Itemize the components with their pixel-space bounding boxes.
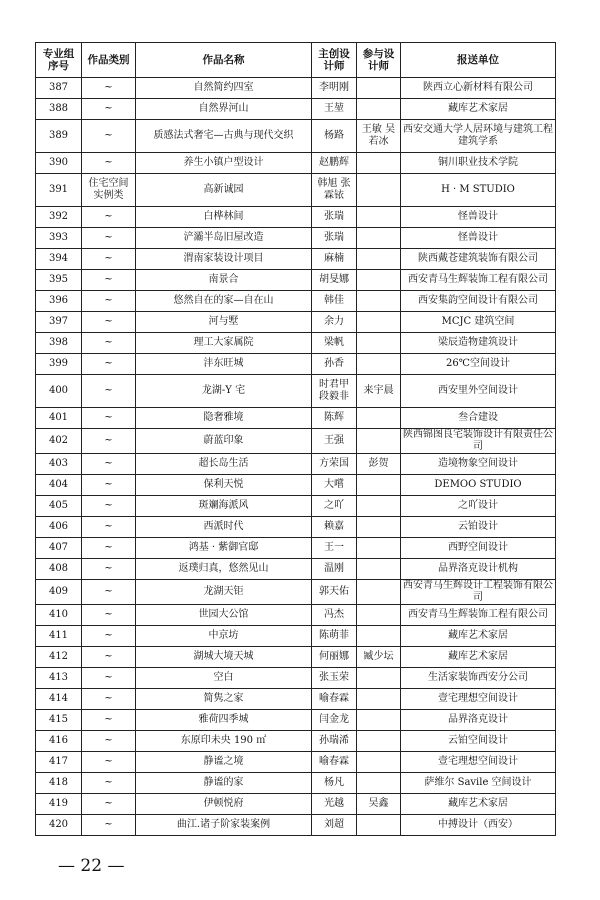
row-category: ~ (82, 207, 136, 228)
row-number: 395 (36, 270, 82, 291)
row-category: ~ (82, 794, 136, 815)
row-number: 390 (36, 153, 82, 174)
row-number: 413 (36, 668, 82, 689)
table-row (36, 689, 556, 710)
row-co-designer (357, 580, 401, 605)
table-row (36, 475, 556, 496)
row-number: 391 (36, 174, 82, 207)
table-row (36, 815, 556, 836)
table-row (36, 354, 556, 375)
row-work-title: 自然简约四室 (136, 78, 312, 99)
row-work-title: 湖城大境天城 (136, 647, 312, 668)
row-lead-designer: 张瑞 (312, 228, 357, 249)
row-number: 401 (36, 408, 82, 429)
row-category: ~ (82, 78, 136, 99)
row-lead-designer: 韩旭 张霖铱 (312, 174, 357, 207)
row-work-title: 静谧之境 (136, 752, 312, 773)
row-work-title: 白桦林间 (136, 207, 312, 228)
row-co-designer (357, 270, 401, 291)
row-co-designer (357, 78, 401, 99)
table-row (36, 517, 556, 538)
table-row (36, 291, 556, 312)
row-submitting-unit: MCJC 建筑空间 (401, 312, 556, 333)
row-category: ~ (82, 270, 136, 291)
row-work-title: 蔚蓝印象 (136, 429, 312, 454)
row-number: 417 (36, 752, 82, 773)
row-submitting-unit: 铜川职业技术学院 (401, 153, 556, 174)
row-number: 407 (36, 538, 82, 559)
row-co-designer (357, 538, 401, 559)
row-co-designer (357, 228, 401, 249)
row-co-designer (357, 174, 401, 207)
row-category: ~ (82, 333, 136, 354)
row-lead-designer: 张瑞 (312, 207, 357, 228)
row-work-title: 南景合 (136, 270, 312, 291)
row-category: ~ (82, 375, 136, 408)
row-lead-designer: 胡旻娜 (312, 270, 357, 291)
row-lead-designer: 王强 (312, 429, 357, 454)
row-number: 416 (36, 731, 82, 752)
row-number: 412 (36, 647, 82, 668)
table-row (36, 99, 556, 120)
row-submitting-unit: 陕西戴苍建筑装饰有限公司 (401, 249, 556, 270)
row-work-title: 斑斓海派风 (136, 496, 312, 517)
table-row (36, 174, 556, 207)
row-work-title: 保利天悦 (136, 475, 312, 496)
row-number: 388 (36, 99, 82, 120)
row-co-designer (357, 291, 401, 312)
row-category: ~ (82, 538, 136, 559)
table-row (36, 120, 556, 153)
row-co-designer (357, 99, 401, 120)
row-work-title: 龙湖天钜 (136, 580, 312, 605)
row-submitting-unit: 品界洛克设计 (401, 710, 556, 731)
row-submitting-unit: 品界洛克设计机构 (401, 559, 556, 580)
row-submitting-unit: 西安集韵空间设计有限公司 (401, 291, 556, 312)
row-work-title: 中京坊 (136, 626, 312, 647)
row-lead-designer: 喻春霖 (312, 752, 357, 773)
row-co-designer (357, 731, 401, 752)
row-number: 410 (36, 605, 82, 626)
row-lead-designer: 时君甲 段毅非 (312, 375, 357, 408)
row-lead-designer: 孙香 (312, 354, 357, 375)
table-row (36, 626, 556, 647)
row-work-title: 东原印未央 190 ㎡ (136, 731, 312, 752)
row-number: 403 (36, 454, 82, 475)
row-number: 406 (36, 517, 82, 538)
row-lead-designer: 何丽娜 (312, 647, 357, 668)
row-work-title: 沣东旺城 (136, 354, 312, 375)
row-lead-designer: 陈辉 (312, 408, 357, 429)
row-co-designer (357, 333, 401, 354)
row-co-designer (357, 207, 401, 228)
table-row (36, 270, 556, 291)
row-category: ~ (82, 559, 136, 580)
row-co-designer (357, 475, 401, 496)
row-co-designer (357, 559, 401, 580)
row-number: 397 (36, 312, 82, 333)
row-lead-designer: 赵鹏辉 (312, 153, 357, 174)
row-lead-designer: 余力 (312, 312, 357, 333)
row-category: ~ (82, 408, 136, 429)
row-co-designer (357, 496, 401, 517)
row-lead-designer: 冯杰 (312, 605, 357, 626)
row-lead-designer: 李明刚 (312, 78, 357, 99)
row-category: ~ (82, 249, 136, 270)
row-submitting-unit: 西安青马生辉装饰工程有限公司 (401, 270, 556, 291)
row-co-designer (357, 153, 401, 174)
row-work-title: 鸿基 · 紫御官邸 (136, 538, 312, 559)
row-co-designer: 来宇晨 (357, 375, 401, 408)
row-co-designer (357, 354, 401, 375)
table-row (36, 228, 556, 249)
row-co-designer (357, 605, 401, 626)
row-co-designer (357, 408, 401, 429)
row-number: 402 (36, 429, 82, 454)
row-work-title: 静谧的家 (136, 773, 312, 794)
row-work-title: 空白 (136, 668, 312, 689)
row-lead-designer: 陈萌菲 (312, 626, 357, 647)
table-row (36, 78, 556, 99)
row-co-designer (357, 815, 401, 836)
row-lead-designer: 方荣国 (312, 454, 357, 475)
row-number: 398 (36, 333, 82, 354)
row-co-designer (357, 429, 401, 454)
table-row (36, 249, 556, 270)
row-work-title: 质感法式奢宅—古典与现代交织 (136, 120, 312, 153)
row-lead-designer: 赖嘉 (312, 517, 357, 538)
row-lead-designer: 杨路 (312, 120, 357, 153)
row-category: ~ (82, 815, 136, 836)
row-category: ~ (82, 354, 136, 375)
row-lead-designer: 张玉荣 (312, 668, 357, 689)
row-number: 409 (36, 580, 82, 605)
table-row (36, 647, 556, 668)
row-lead-designer: 麻楠 (312, 249, 357, 270)
row-submitting-unit: 云铂设计 (401, 517, 556, 538)
header-submitting-unit: 报送单位 (401, 43, 556, 78)
table-row (36, 408, 556, 429)
row-work-title: 龙湖-Y 宅 (136, 375, 312, 408)
row-lead-designer: 刘超 (312, 815, 357, 836)
header-row (36, 43, 556, 78)
row-work-title: 高新诚园 (136, 174, 312, 207)
row-submitting-unit: 26℃空间设计 (401, 354, 556, 375)
row-submitting-unit: 西安青马生辉设计工程装饰有限公司 (401, 580, 556, 605)
row-co-designer (357, 668, 401, 689)
row-number: 419 (36, 794, 82, 815)
row-category: ~ (82, 580, 136, 605)
row-category: ~ (82, 291, 136, 312)
table-row (36, 153, 556, 174)
row-submitting-unit: 藏库艺术家居 (401, 647, 556, 668)
row-lead-designer: 王一 (312, 538, 357, 559)
row-lead-designer: 喻春霖 (312, 689, 357, 710)
row-category: 住宅空间实例类 (82, 174, 136, 207)
row-submitting-unit: 中搏设计（西安） (401, 815, 556, 836)
row-category: ~ (82, 454, 136, 475)
row-submitting-unit: 西安青马生辉装饰工程有限公司 (401, 605, 556, 626)
row-submitting-unit: 之吖设计 (401, 496, 556, 517)
table-row (36, 773, 556, 794)
table-row (36, 207, 556, 228)
row-work-title: 超长岛生活 (136, 454, 312, 475)
row-lead-designer: 光越 (312, 794, 357, 815)
row-category: ~ (82, 153, 136, 174)
table-row (36, 538, 556, 559)
table-row (36, 794, 556, 815)
header-group-number: 专业组序号 (36, 43, 82, 78)
row-number: 393 (36, 228, 82, 249)
row-submitting-unit: 造境物象空间设计 (401, 454, 556, 475)
table-row (36, 710, 556, 731)
row-co-designer: 臧少坛 (357, 647, 401, 668)
row-co-designer (357, 710, 401, 731)
row-number: 404 (36, 475, 82, 496)
row-co-designer: 王敏 吴若冰 (357, 120, 401, 153)
row-lead-designer: 孙瑞浠 (312, 731, 357, 752)
row-work-title: 曲江.诸子阶家装案例 (136, 815, 312, 836)
entries-table (35, 42, 556, 836)
table-row (36, 580, 556, 605)
row-number: 418 (36, 773, 82, 794)
row-co-designer (357, 773, 401, 794)
row-work-title: 悠然自在的家—自在山 (136, 291, 312, 312)
header-work-title: 作品名称 (136, 43, 312, 78)
header-lead-designer: 主创设计师 (312, 43, 357, 78)
row-category: ~ (82, 689, 136, 710)
row-co-designer (357, 689, 401, 710)
row-co-designer (357, 312, 401, 333)
row-category: ~ (82, 228, 136, 249)
header-category: 作品类别 (82, 43, 136, 78)
row-submitting-unit: H · M STUDIO (401, 174, 556, 207)
row-number: 392 (36, 207, 82, 228)
table-row (36, 605, 556, 626)
row-submitting-unit: 梁辰造物建筑设计 (401, 333, 556, 354)
row-lead-designer: 王堃 (312, 99, 357, 120)
row-work-title: 自然界河山 (136, 99, 312, 120)
row-work-title: 返璞归真，悠然见山 (136, 559, 312, 580)
row-work-title: 世园大公馆 (136, 605, 312, 626)
row-number: 396 (36, 291, 82, 312)
row-submitting-unit: 云铂空间设计 (401, 731, 556, 752)
row-category: ~ (82, 647, 136, 668)
row-submitting-unit: 西安里外空间设计 (401, 375, 556, 408)
row-submitting-unit: 西安交通大学人居环境与建筑工程建筑学系 (401, 120, 556, 153)
row-submitting-unit: 西野空间设计 (401, 538, 556, 559)
row-category: ~ (82, 710, 136, 731)
row-submitting-unit: 藏库艺术家居 (401, 794, 556, 815)
table-row (36, 333, 556, 354)
row-number: 408 (36, 559, 82, 580)
row-co-designer (357, 752, 401, 773)
table-row (36, 375, 556, 408)
table-row (36, 496, 556, 517)
row-work-title: 简隽之家 (136, 689, 312, 710)
row-number: 399 (36, 354, 82, 375)
row-work-title: 渭南家装设计项目 (136, 249, 312, 270)
table-row (36, 312, 556, 333)
row-category: ~ (82, 668, 136, 689)
row-number: 414 (36, 689, 82, 710)
row-co-designer (357, 249, 401, 270)
row-submitting-unit: 藏库艺术家居 (401, 99, 556, 120)
row-co-designer (357, 626, 401, 647)
table-row (36, 559, 556, 580)
row-category: ~ (82, 605, 136, 626)
row-submitting-unit: 壹宅理想空间设计 (401, 689, 556, 710)
row-number: 415 (36, 710, 82, 731)
row-number: 389 (36, 120, 82, 153)
row-lead-designer: 梁帆 (312, 333, 357, 354)
row-submitting-unit: 叁合建设 (401, 408, 556, 429)
row-work-title: 伊顿悦府 (136, 794, 312, 815)
row-category: ~ (82, 312, 136, 333)
row-category: ~ (82, 517, 136, 538)
row-number: 411 (36, 626, 82, 647)
row-lead-designer: 之吖 (312, 496, 357, 517)
row-lead-designer: 韩佳 (312, 291, 357, 312)
row-submitting-unit: 怪兽设计 (401, 228, 556, 249)
row-co-designer: 彭贺 (357, 454, 401, 475)
row-co-designer (357, 517, 401, 538)
row-lead-designer: 郭天佑 (312, 580, 357, 605)
row-category: ~ (82, 429, 136, 454)
row-number: 387 (36, 78, 82, 99)
table-row (36, 429, 556, 454)
row-category: ~ (82, 731, 136, 752)
row-category: ~ (82, 120, 136, 153)
row-number: 405 (36, 496, 82, 517)
row-lead-designer: 大嚐 (312, 475, 357, 496)
row-category: ~ (82, 773, 136, 794)
table-body (36, 78, 556, 836)
row-category: ~ (82, 752, 136, 773)
row-category: ~ (82, 496, 136, 517)
row-work-title: 浐灞半岛旧屋改造 (136, 228, 312, 249)
row-work-title: 河与墅 (136, 312, 312, 333)
row-submitting-unit: 萨维尔 Savile 空间设计 (401, 773, 556, 794)
table-row (36, 752, 556, 773)
row-lead-designer: 温刚 (312, 559, 357, 580)
page-number: — 22 — (58, 856, 125, 876)
row-submitting-unit: 藏库艺术家居 (401, 626, 556, 647)
row-lead-designer: 闫金龙 (312, 710, 357, 731)
row-work-title: 雅荷四季城 (136, 710, 312, 731)
row-submitting-unit: DEMOO STUDIO (401, 475, 556, 496)
row-submitting-unit: 陕西锦图良宅装饰设计有限责任公司 (401, 429, 556, 454)
row-category: ~ (82, 626, 136, 647)
row-submitting-unit: 生活家装饰西安分公司 (401, 668, 556, 689)
header-co-designer: 参与设计师 (357, 43, 401, 78)
row-category: ~ (82, 475, 136, 496)
row-work-title: 理工大家属院 (136, 333, 312, 354)
row-number: 394 (36, 249, 82, 270)
row-work-title: 隐奢雅境 (136, 408, 312, 429)
row-number: 400 (36, 375, 82, 408)
table-row (36, 731, 556, 752)
row-lead-designer: 杨凡 (312, 773, 357, 794)
row-number: 420 (36, 815, 82, 836)
row-co-designer: 吴鑫 (357, 794, 401, 815)
table-row (36, 668, 556, 689)
row-category: ~ (82, 99, 136, 120)
row-submitting-unit: 怪兽设计 (401, 207, 556, 228)
table-row (36, 454, 556, 475)
row-submitting-unit: 壹宅理想空间设计 (401, 752, 556, 773)
row-work-title: 养生小镇户型设计 (136, 153, 312, 174)
row-work-title: 西派时代 (136, 517, 312, 538)
row-submitting-unit: 陕西立心新材料有限公司 (401, 78, 556, 99)
